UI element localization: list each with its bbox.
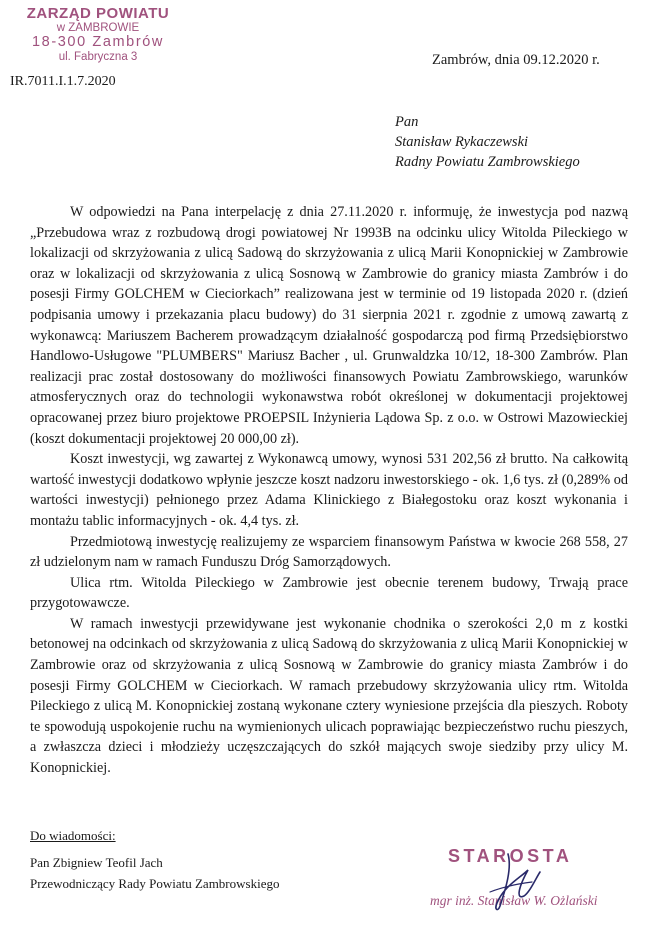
- letter-date: Zambrów, dnia 09.12.2020 r.: [432, 52, 600, 68]
- officer-name-stamp: mgr inż. Stanisław W. Ożlański: [430, 893, 598, 908]
- office-stamp: [14, 6, 182, 64]
- cc-heading: Do wiadomości:: [30, 828, 116, 843]
- addressee-name: Stanisław Rykaczewski: [395, 134, 529, 150]
- letter-body: [30, 202, 628, 779]
- starosta-stamp-title: STAROSTA: [448, 846, 573, 866]
- cc-role: Przewodniczący Rady Powiatu Zambrowskiego: [30, 876, 280, 891]
- paragraph-4: Ulica rtm. Witolda Pileckiego w Zambrowie jest obecnie terenem budowy, Trwają prace przygotowawcze.: [30, 574, 628, 612]
- addressee-block: [395, 112, 580, 172]
- paragraph-1: W odpowiedzi na Pana interpelację z dnia 27.11.2020 r. informuję, że inwestycja pod nazwą „Przebudowa wraz z rozbudową drogi powiatowej Nr 1993B na odcinku ulicy Witolda Pileckiego w lokalizacji od skrzyżowania z ulicą Sadową do skrzyżowania z ulicą Marii Konopnickiej w Zambrowie oraz w lokalizacji od skrzyżowania z ulicą Sosnową w Zambrowie do granicy miasta Zambrów i do posesji Firmy GOLCHEM w Cieciorkach” realizowana jest w terminie od 19 listopada 2020 r. (dzień podpisania umowy i przekazania placu budowy) do 31 sierpnia 2021 r. zgodnie z umową zawartą z wykonawcą: Mariuszem Bacherem prowadzącym działalność gospodarczą pod firmą Przedsiębiorstwo Handlowo-Usługowe "PLUMBERS" Mariusz Bacher , ul. Grunwaldzka 10/12, 18-300 Zambrów. Plan realizacji prac został dostosowany do możliwości finansowych Powiatu Zambrowskiego, warunków atmosferycznych oraz do technologii wykonawstwa robót określonej w dokumentacji projektowej opracowanej przez biuro projektowe PROEPSIL Inżynieria Lądowa Sp. z o.o. w Ostrowi Mazowieckiej (koszt dokumentacji projektowej 20 000,00 zł).: [30, 204, 628, 447]
- paragraph-3: Przedmiotową inwestycję realizujemy ze wsparciem finansowym Państwa w kwocie 268 558, 27 zł udzielonym nam w ramach Funduszu Dróg Samorządowych.: [30, 533, 628, 571]
- handwritten-signature: [470, 848, 550, 918]
- paragraph-5: W ramach inwestycji przewidywane jest wykonanie chodnika o szerokości 2,0 m z kostki betonowej na odcinkach od skrzyżowania z ulicą Sadową do skrzyżowania z ulicą Marii Konopnickiej w Zambrowie oraz od skrzyżowania z ulicą Sosnową w Zambrowie do granicy miasta Zambrów i do posesji Firmy GOLCHEM w Cieciorkach. W ramach przebudowy skrzyżowania ulicy rtm. Witolda Pileckiego z ulicą M. Konopnickiej zostaną wykonane cztery wyniesione przejścia dla pieszych. Roboty te spowodują uspokojenie ruchu na wymienionych ulicach poprawiając bezpieczeństwo ruchu pieszych, a zwłaszcza dzieci i młodzieży uczęszczających do szkół mających swoje siedziby przy ulicy M. Konopnickiej.: [30, 615, 628, 777]
- stamp-line-3: 18-300 Zambrów: [31, 34, 164, 50]
- stamp-line-1: ZARZĄD POWIATU: [26, 5, 170, 22]
- reference-number: IR.7011.I.1.7.2020: [10, 74, 116, 89]
- paragraph-2: Koszt inwestycji, wg zawartej z Wykonawcą umowy, wynosi 531 202,56 zł brutto. Na całkowitą wartość inwestycji dodatkowo wpłynie jeszcze koszt nadzoru inwestorskiego - ok. 1,6 tys. zł (0,289% od wartości inwestycji) pełnionego przez Adama Klinickiego z Białegostoku oraz koszt wykonania i montażu tablic informacyjnych - ok. 4,4 tys. zł.: [30, 451, 628, 529]
- addressee-salutation: Pan: [395, 114, 419, 130]
- cc-name: Pan Zbigniew Teofil Jach: [30, 855, 163, 870]
- cc-recipient: [30, 852, 279, 894]
- stamp-line-2: w ZAMBROWIE: [56, 22, 140, 34]
- addressee-role: Radny Powiatu Zambrowskiego: [395, 154, 580, 170]
- stamp-line-4: ul. Fabryczna 3: [58, 51, 138, 63]
